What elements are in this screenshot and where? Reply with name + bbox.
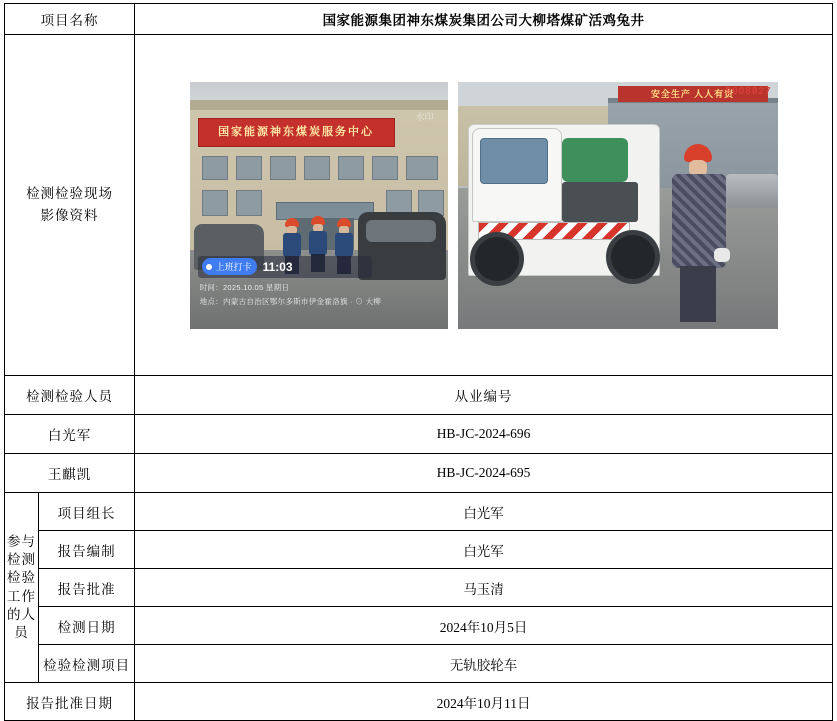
media-label-line2: 影像资料	[40, 208, 99, 223]
participant-value: 2024年10月5日	[135, 607, 833, 645]
project-name-label: 项目名称	[5, 4, 135, 35]
participant-value: 白光军	[135, 531, 833, 569]
photo1-stamp-badge: 上班打卡	[202, 258, 257, 275]
inspector-name: 白光军	[5, 415, 135, 454]
photo1-window	[406, 156, 438, 180]
photo2-vehicle-wheel	[606, 230, 660, 284]
participant-role: 报告编制	[39, 531, 135, 569]
photo1-window	[338, 156, 364, 180]
photo2-vehicle-engine	[562, 182, 638, 222]
inspector-name: 王麒凯	[5, 454, 135, 493]
photo1-meta-time: 时间：2025.10.05 星期日	[199, 282, 290, 292]
project-name-value: 国家能源集团神东煤炭集团公司大柳塔煤矿活鸡兔井	[135, 4, 833, 35]
photo1-watermark: 水印	[415, 111, 434, 122]
table-row	[5, 645, 833, 683]
table-row	[5, 531, 833, 569]
photo1-window	[202, 190, 228, 216]
photo1-window	[202, 156, 228, 180]
photo1-window	[270, 156, 296, 180]
photo1-meta-place: 地点：内蒙古自治区鄂尔多斯市伊金霍洛旗 · ⊙ 大柳	[199, 296, 382, 306]
table-row	[5, 569, 833, 607]
site-photo-group	[190, 82, 448, 329]
participant-value: 白光军	[135, 493, 833, 531]
participant-role: 项目组长	[39, 493, 135, 531]
table-row	[5, 683, 833, 721]
photo1-roofline	[190, 100, 448, 110]
photo1-window	[236, 190, 262, 216]
participant-value: 马玉清	[135, 569, 833, 607]
table-row	[5, 415, 833, 454]
photo1-window	[372, 156, 398, 180]
photo2-vehicle-wheel	[470, 232, 524, 286]
photo2-worker	[670, 144, 728, 322]
table-row	[5, 4, 833, 35]
document-page	[0, 3, 837, 711]
cert-label: 从业编号	[135, 376, 833, 415]
photo1-banner-text: 国家能源神东煤炭服务中心	[198, 118, 395, 147]
photo1-stamp-time: 11:03	[262, 259, 293, 274]
inspector-cert: HB-JC-2024-696	[135, 415, 833, 454]
participant-role: 检测日期	[39, 607, 135, 645]
photo2-banner-text: 安全生产 人人有责	[618, 86, 768, 102]
photo1-clockin-stamp	[198, 256, 372, 278]
photo1-window	[304, 156, 330, 180]
media-label	[5, 35, 135, 376]
inspector-cert: HB-JC-2024-695	[135, 454, 833, 493]
participant-role: 报告批准	[39, 569, 135, 607]
photo2-vehicle-tank	[562, 138, 628, 182]
media-cell	[135, 35, 833, 376]
participant-role: 检验检测项目	[39, 645, 135, 683]
participant-value: 无轨胶轮车	[135, 645, 833, 683]
table-row	[5, 376, 833, 415]
participants-vertical-label: 参与检测检验工作的人员	[5, 493, 39, 683]
photo2-vehicle-windshield	[480, 138, 548, 184]
approval-date-label: 报告批准日期	[5, 683, 135, 721]
table-row	[5, 493, 833, 531]
approval-date-value: 2024年10月11日	[135, 683, 833, 721]
photo1-window	[236, 156, 262, 180]
photo2-parked-cars	[726, 174, 778, 208]
photo-gallery	[135, 35, 832, 375]
table-row	[5, 454, 833, 493]
table-row	[5, 607, 833, 645]
inspection-record-table	[4, 3, 833, 721]
vehicle-photo	[458, 82, 778, 329]
photo2-plate-number: 9008827	[725, 85, 772, 97]
inspector-label: 检测检验人员	[5, 376, 135, 415]
media-label-line1: 检测检验现场	[26, 186, 114, 202]
table-row	[5, 35, 833, 376]
